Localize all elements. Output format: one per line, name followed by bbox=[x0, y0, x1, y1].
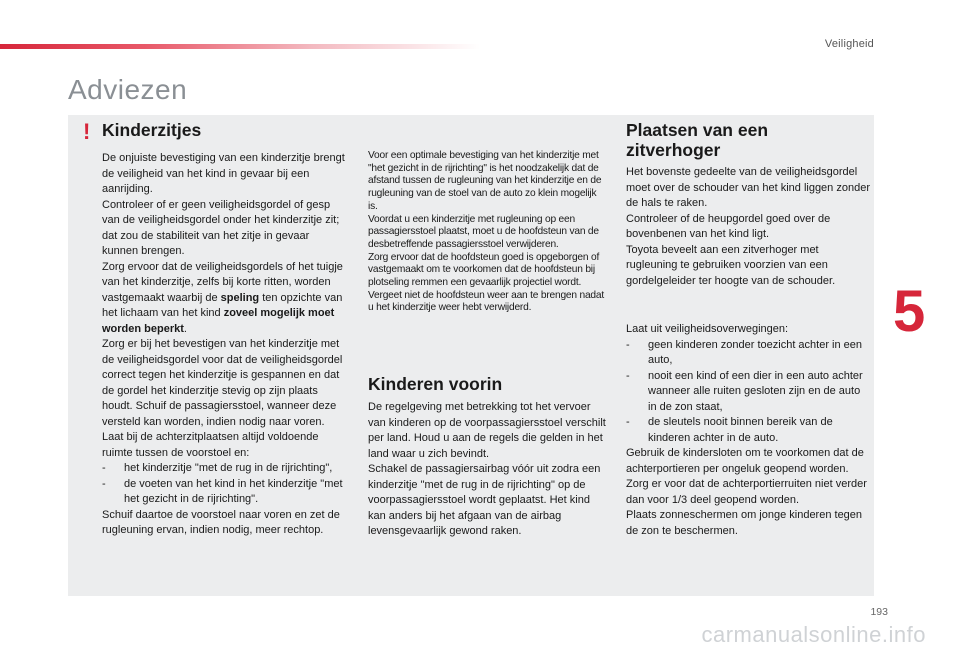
watermark: carmanualsonline.info bbox=[701, 622, 926, 647]
header-accent-bar bbox=[0, 44, 480, 49]
column-kinderen-voorin bbox=[368, 400, 608, 540]
paragraph: Controleer of er geen veiligheidsgordel of gesp van de veiligheidsgordel onder het kinderzitje zit; dat zou de stabiliteit van het zitje in gevaar kunnen brengen. bbox=[102, 198, 340, 257]
section-label: Veiligheid bbox=[824, 38, 874, 50]
column-hoofdsteun bbox=[368, 150, 608, 315]
list-item: - het kinderzitje "met de rug in de rijrichting", bbox=[102, 462, 333, 474]
heading-kinderzitjes: Kinderzitjes bbox=[102, 120, 202, 140]
paragraph: Plaats zonneschermen om jonge kinderen tegen de zon te beschermen. bbox=[626, 509, 863, 537]
paragraph: Laat bij de achterzitplaatsen altijd voldoende ruimte tussen de voorstoel en: bbox=[102, 431, 319, 459]
paragraph: Zorg er bij het bevestigen van het kinderzitje met de veiligheidsgordel voor dat de veiligheidsgordel correct tegen het kinderzitje is gespannen en dat de gordel het kinderzitje stevig op zijn plaats houdt. Schuif de passagiersstoel, wanneer deze versteld kan worden, indien nodig naar voren. bbox=[102, 338, 343, 428]
paragraph: Gebruik de kindersloten om te voorkomen dat de achterportieren per ongeluk geopend worden. bbox=[626, 447, 864, 475]
page-number: 193 bbox=[870, 606, 888, 618]
paragraph: Controleer of de heupgordel goed over de bovenbenen van het kind ligt. bbox=[626, 212, 831, 240]
paragraph: De onjuiste bevestiging van een kinderzitje brengt de veiligheid van het kind in gevaar bij een aanrijding. bbox=[102, 152, 345, 195]
column-zitverhoger bbox=[626, 165, 870, 289]
paragraph: Voor een optimale bevestiging van het kinderzitje met "het gezicht in de rijrichting" is het noodzakelijk dat de afstand tussen de rugleuning van het kinderzitje en de rugleuning van de stoel van de auto zo klein mogelijk is. bbox=[368, 150, 602, 212]
chapter-number: 5 bbox=[893, 279, 926, 344]
paragraph: Toyota beveelt aan een zitverhoger met rugleuning te gebruiken voorzien van een gordelgeleider ter hoogte van de schouder. bbox=[626, 243, 836, 287]
column-overwegingen bbox=[626, 322, 870, 539]
paragraph: Schakel de passagiersairbag vóór uit zodra een kinderzitje "met de rug in de rijrichting" op de voorpassagiersstoel wordt geplaatst. Het kind kan anders bij het afgaan van de airbag levensgevaarlijk gewond raken. bbox=[368, 463, 601, 537]
paragraph: Het bovenste gedeelte van de veiligheidsgordel moet over de schouder van het kind liggen zonder de hals te raken. bbox=[626, 166, 870, 209]
paragraph: Laat uit veiligheidsoverwegingen: bbox=[626, 323, 789, 335]
list-item: - de sleutels nooit binnen bereik van de kinderen achter in de auto. bbox=[626, 416, 833, 444]
paragraph: Zorg ervoor dat de veiligheidsgordels of het tuigje van het kinderzitje, zelfs bij korte ritten, worden vastgemaakt waarbij de speling ten opzichte van het lichaam van het kind zoveel mogelijk moet worden beperkt. bbox=[102, 260, 343, 335]
paragraph: De regelgeving met betrekking tot het vervoer van kinderen op de voorpassagiersstoel verschilt per land. Houd u aan de regels die gelden in het land waar u zich bevindt. bbox=[368, 401, 606, 460]
list-item: - de voeten van het kind in het kinderzitje "met het gezicht in de rijrichting". bbox=[102, 477, 343, 505]
heading-kinderen-voorin: Kinderen voorin bbox=[368, 374, 503, 394]
paragraph: Zorg ervoor dat de hoofdsteun goed is opgeborgen of vastgemaakt om te voorkomen dat de hoofdsteun bij plotseling remmen een gevaarlijk projectiel wordt. bbox=[368, 251, 600, 289]
list-item: - geen kinderen zonder toezicht achter in een auto, bbox=[626, 338, 863, 366]
paragraph: Vergeet niet de hoofdsteun weer aan te brengen nadat u het kinderzitje weer hebt verwijderd. bbox=[368, 289, 604, 314]
list-item: - nooit een kind of een dier in een auto achter wanneer alle ruiten gesloten zijn en de auto in de zon staat, bbox=[626, 369, 863, 413]
paragraph: Zorg er voor dat de achterportierruiten niet verder dan voor 1/3 deel geopend worden. bbox=[626, 478, 867, 506]
warning-icon: ! bbox=[83, 119, 91, 144]
paragraph: Voordat u een kinderzitje met rugleuning op een passagiersstoel plaatst, moet u de hoofdsteun van de desbetreffende passagiersstoel verwijderen. bbox=[368, 213, 599, 250]
column-kinderzitjes bbox=[102, 151, 348, 539]
paragraph: Schuif daartoe de voorstoel naar voren en zet de rugleuning ervan, indien nodig, meer rechtop. bbox=[102, 508, 340, 536]
heading-zitverhoger: Plaatsen van een zitverhoger bbox=[626, 120, 769, 160]
page-title: Adviezen bbox=[68, 74, 188, 105]
